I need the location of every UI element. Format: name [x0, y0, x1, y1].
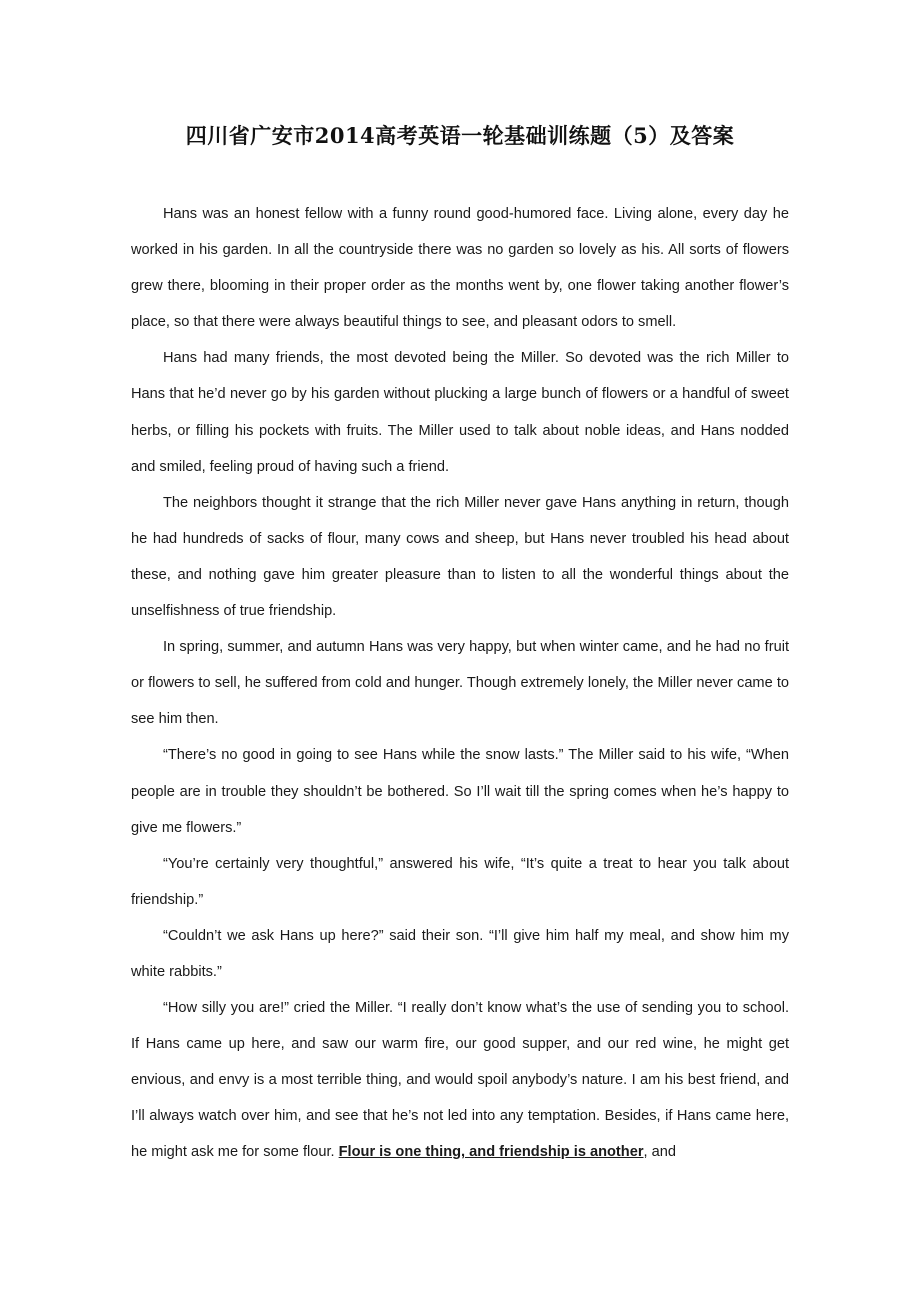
paragraph: In spring, summer, and autumn Hans was very happy, but when winter came, and he had no fruit or flowers to sell, he suffered from cold and hunger. Though extremely lonely, the Miller never came to see him then. [131, 639, 789, 728]
paragraph: Hans was an honest fellow with a funny round good-humored face. Living alone, every day he worked in his garden. In all the countryside there was no garden so lovely as his. All sorts of flowers grew there, blooming in their proper order as the months went by, one flower taking another flower’s place, so that there were always beautiful things to see, and pleasant odors to smell. [131, 206, 789, 331]
paragraph-text-after: , and [643, 1144, 676, 1161]
paragraph: The neighbors thought it strange that the rich Miller never gave Hans anything in return, though he had hundreds of sacks of flour, many cows and sheep, but Hans never troubled his head about these, and nothing gave him greater pleasure than to listen to all the wonderful things about the unselfishness of true friendship. [131, 494, 789, 620]
document-title: 四川省广安市2014高考英语一轮基础训练题（5）及答案 [185, 123, 735, 148]
underlined-key-sentence: Flour is one thing, and friendship is another [338, 1144, 644, 1161]
paragraph: “You’re certainly very thoughtful,” answered his wife, “It’s quite a treat to hear you talk about friendship.” [131, 855, 789, 908]
paragraph-text-before: “How silly you are!” cried the Miller. “I really don’t know what’s the use of sending you to school. If Hans came up here, and saw our warm fire, our good supper, and our red wine, he might get envious, and envy is a most terrible thing, and would spoil anybody’s nature. I am his best friend, and I’ll always watch over him, and see that he’s not led into any temptation. Besides, if Hans came here, he might ask me for some flour. [131, 1000, 789, 1161]
paragraph: “There’s no good in going to see Hans while the snow lasts.” The Miller said to his wife, “When people are in trouble they shouldn’t be bothered. So I’ll wait till the spring comes when he’s happy to give me flowers.” [131, 747, 789, 836]
paragraph-with-underlined-sentence [131, 990, 789, 1170]
document-body [131, 196, 789, 1171]
paragraph: Hans had many friends, the most devoted being the Miller. So devoted was the rich Miller to Hans that he’d never go by his garden without plucking a large bunch of flowers or a handful of sweet herbs, or filling his pockets with fruits. The Miller used to talk about noble ideas, and Hans nodded and smiled, feeling proud of having such a friend. [131, 350, 789, 475]
paragraph: “Couldn’t we ask Hans up here?” said their son. “I’ll give him half my meal, and show him my white rabbits.” [131, 927, 789, 980]
